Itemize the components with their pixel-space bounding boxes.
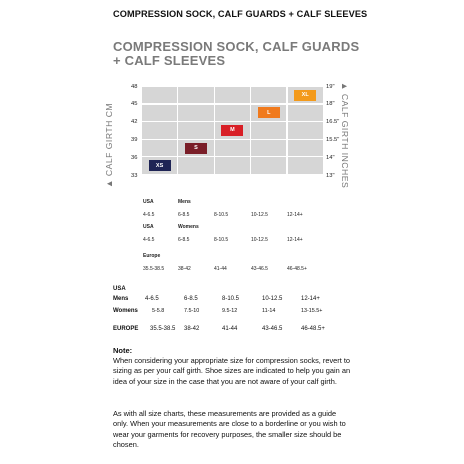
size-table-cell: 41-44 [222, 326, 238, 332]
small-table-cell: 10-12.5 [251, 212, 268, 218]
calf-girth-inches-axis-label: ▲ CALF GIRTH INCHES [340, 82, 350, 189]
grid-cell [288, 105, 323, 121]
size-table-cell: 8-10.5 [222, 296, 240, 302]
size-table-cell: 11-14 [262, 308, 276, 314]
small-womens-label: Womens [178, 224, 199, 230]
inch-tick-label: 16.5" [326, 119, 340, 125]
small-table-cell: 38-42 [178, 266, 191, 272]
size-block-m: M [221, 125, 243, 136]
note-paragraph-2: As with all size charts, these measurements are provided as a guide only. When your measurements are close to a borderline or you wish to wear your garments for recovery purposes, the smaller size should be chosen. [113, 409, 346, 449]
small-table-cell: 10-12.5 [251, 237, 268, 243]
grid-cell [178, 87, 213, 103]
womens-label: Womens [113, 308, 138, 314]
small-table-cell: 8-10.5 [214, 237, 229, 243]
page-title: COMPRESSION SOCK, CALF GUARDS + CALF SLEEVES [113, 9, 368, 19]
size-table-cell: 12-14+ [301, 296, 320, 302]
grid-cell [142, 87, 177, 103]
cm-tick-label: 48 [131, 84, 138, 90]
calf-girth-cm-axis-label: ▲ CALF GIRTH CM [104, 102, 114, 188]
chart-title-line-1: COMPRESSION SOCK, CALF GUARDS [113, 39, 360, 54]
small-europe-label: Europe [143, 253, 161, 259]
size-table-cell: 6-8.5 [184, 296, 198, 302]
cm-tick-label: 42 [131, 119, 138, 125]
small-table-cell: 4-6.5 [143, 212, 155, 218]
grid-cell [251, 157, 286, 173]
small-table-cell: 8-10.5 [214, 212, 229, 218]
grid-cell [215, 140, 250, 156]
grid-cell [178, 122, 213, 138]
grid-cell [142, 122, 177, 138]
grid-cell [288, 157, 323, 173]
size-block-s: S [185, 143, 207, 154]
size-block-l: L [258, 107, 280, 118]
size-table-cell: 46-48.5+ [301, 326, 325, 332]
cm-tick-label: 36 [131, 155, 138, 161]
size-table-cell: 5-5.8 [152, 308, 165, 314]
size-table-cell: 10-12.5 [262, 296, 283, 302]
small-mens-label: Mens [178, 199, 191, 205]
cm-tick-label: 39 [131, 137, 138, 143]
grid-cell [142, 140, 177, 156]
chart-title [113, 40, 359, 68]
inch-tick-label: 19" [326, 84, 335, 90]
grid-cell [215, 157, 250, 173]
grid-cell [215, 105, 250, 121]
small-table-cell: 12-14+ [287, 237, 303, 243]
small-table-cell: 12-14+ [287, 212, 303, 218]
inch-tick-label: 15.5" [326, 137, 340, 143]
grid-cell [251, 122, 286, 138]
small-usa-label: USA [143, 199, 154, 205]
small-table-cell: 41-44 [214, 266, 227, 272]
size-table-cell: 35.5-38.5 [150, 326, 176, 332]
size-block-xl: XL [294, 90, 316, 101]
inch-tick-label: 13" [326, 173, 335, 179]
size-table-cell: 9.5-12 [222, 308, 238, 314]
size-table-cell: 43-46.5 [262, 326, 283, 332]
mens-label: Mens [113, 296, 129, 302]
cm-tick-label: 33 [131, 173, 138, 179]
small-table-cell: 43-46.5 [251, 266, 268, 272]
grid-cell [251, 87, 286, 103]
grid-cell [215, 87, 250, 103]
grid-cell [142, 105, 177, 121]
grid-cell [288, 122, 323, 138]
small-table-cell: 4-6.5 [143, 237, 155, 243]
inch-tick-label: 18" [326, 101, 335, 107]
grid-cell [288, 140, 323, 156]
chart-title-line-2: + CALF SLEEVES [113, 53, 226, 68]
grid-cell [251, 140, 286, 156]
size-table-cell: 38-42 [184, 326, 200, 332]
small-table-cell: 35.5-38.5 [143, 266, 165, 272]
size-grid [142, 87, 324, 175]
size-table-cell: 13-15.5+ [301, 308, 323, 314]
note-paragraph-1: When considering your appropriate size for compression socks, revert to sizing as per your calf girth. Shoe sizes are indicated to help you gain an idea of your size in the case that you are not aware of your calf girth. [113, 356, 351, 386]
note-heading: Note: [113, 346, 133, 355]
small-usa2-label: USA [143, 224, 154, 230]
small-table-cell: 46-48.5+ [287, 266, 307, 272]
inch-tick-label: 14" [326, 155, 335, 161]
size-table-cell: 4-6.5 [145, 296, 159, 302]
grid-cell [178, 105, 213, 121]
size-table-cell: 7.5-10 [184, 308, 200, 314]
grid-cell [178, 157, 213, 173]
cm-tick-label: 45 [131, 101, 138, 107]
size-block-xs: XS [149, 160, 171, 171]
small-table-cell: 6-8.5 [178, 212, 190, 218]
small-table-cell: 6-8.5 [178, 237, 190, 243]
europe-label: EUROPE [113, 326, 139, 332]
usa-label: USA [113, 286, 126, 292]
